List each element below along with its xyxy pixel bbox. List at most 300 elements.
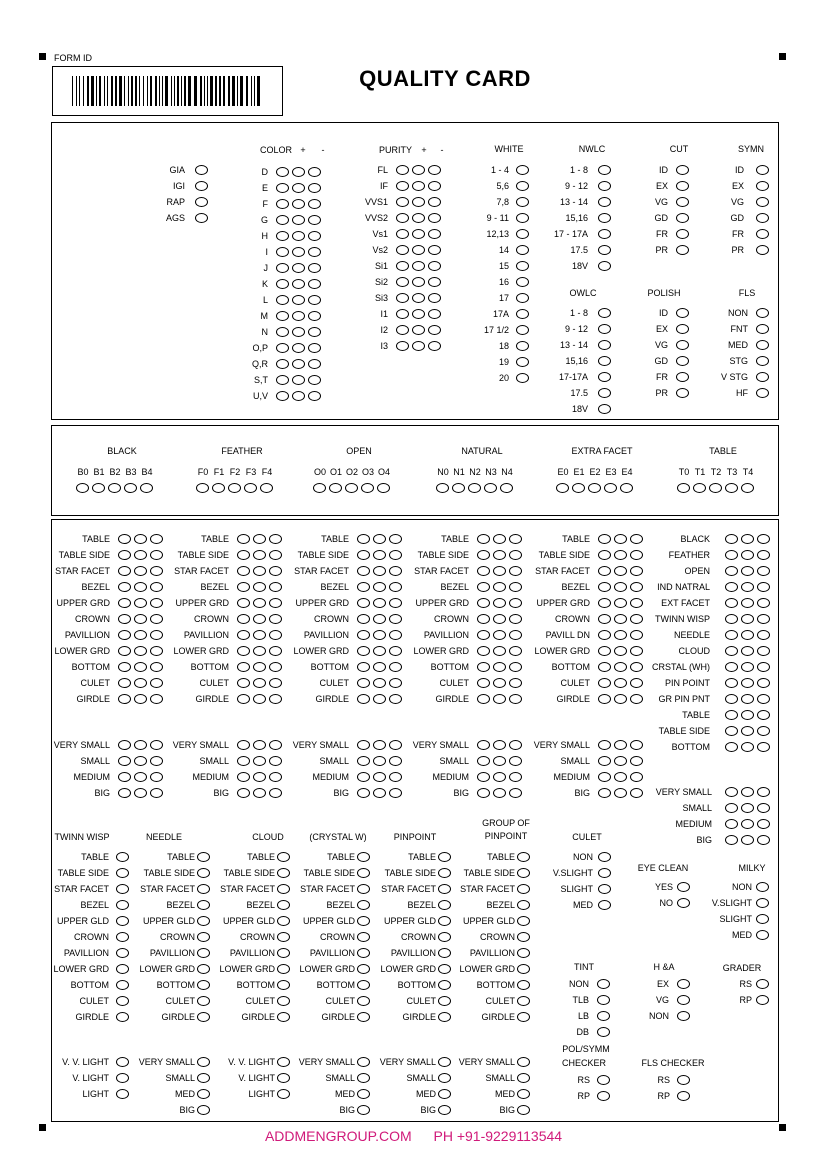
location-col4-label: STAR FACET: [300, 884, 355, 894]
barcode-bar: [181, 76, 182, 106]
barcode-bar: [139, 76, 140, 106]
white-label: 17A: [492, 309, 509, 319]
owlc-label: 13 - 14: [559, 340, 588, 350]
milky-v-slight-bubble[interactable]: [756, 898, 769, 908]
position-right-label: TABLE SIDE: [658, 726, 710, 736]
purity-label: Si2: [374, 277, 388, 287]
location-col6-label: LOWER GRD: [459, 964, 515, 974]
position-size-right-big-bubble[interactable]: [725, 835, 738, 845]
location-col5-label: UPPER GLD: [383, 916, 436, 926]
barcode-bar: [162, 76, 163, 106]
nwlc-label: 15,16: [565, 213, 588, 223]
location-size-col6-big-bubble[interactable]: [517, 1105, 530, 1115]
color-q-r-bubble[interactable]: [276, 359, 289, 369]
h-and-a-non-bubble[interactable]: [677, 1011, 690, 1021]
position-size-col5-medium-bubble[interactable]: [630, 772, 643, 782]
position-right-ext-facet-bubble[interactable]: [725, 598, 738, 608]
purity-si1-bubble[interactable]: [396, 261, 409, 271]
inclusion-code-e2-bubble[interactable]: [588, 483, 601, 493]
location-size-col6-very-small-bubble[interactable]: [517, 1057, 530, 1067]
location-col4-label: PAVILLION: [309, 948, 355, 958]
inclusion-code-t3-bubble[interactable]: [725, 483, 738, 493]
position-size-col3-label: BIG: [333, 788, 349, 798]
position-size-col4-medium-bubble[interactable]: [477, 772, 490, 782]
fls-hf-bubble[interactable]: [756, 388, 769, 398]
barcode-bar: [254, 76, 255, 106]
position-col2-label: TABLE SIDE: [177, 550, 229, 560]
color-q-r-bubble[interactable]: [292, 359, 305, 369]
barcode-bar: [104, 76, 105, 106]
inclusion-code-t2-bubble[interactable]: [709, 483, 722, 493]
inclusion-code-label: B1: [93, 467, 105, 477]
location-col3-label: UPPER GLD: [222, 916, 275, 926]
color-label: J: [263, 263, 268, 273]
inclusion-code-label: F3: [245, 467, 257, 477]
position-size-col4-big-bubble[interactable]: [477, 788, 490, 798]
position-right-feather-bubble[interactable]: [741, 550, 754, 560]
position-col4-label: UPPER GRD: [415, 598, 469, 608]
location-size-col1-label: V. LIGHT: [72, 1073, 109, 1083]
purity-vs2-bubble[interactable]: [396, 245, 409, 255]
position-col3-label: STAR FACET: [294, 566, 349, 576]
position-right-feather-bubble[interactable]: [757, 550, 770, 560]
inclusion-code-f4-bubble[interactable]: [260, 483, 273, 493]
color-label: E: [261, 183, 268, 193]
purity-title: PURITY: [379, 145, 413, 155]
footer-website: ADDMENGROUP.COM: [264, 1128, 412, 1144]
position-right-table-side-bubble[interactable]: [741, 726, 754, 736]
position-size-right-medium-bubble[interactable]: [741, 819, 754, 829]
milky-label: SLIGHT: [719, 914, 752, 924]
inclusion-code-n0-bubble[interactable]: [436, 483, 449, 493]
position-size-col5-label: VERY SMALL: [533, 740, 590, 750]
grader-label: RS: [739, 979, 752, 989]
inclusion-code-e1-bubble[interactable]: [572, 483, 585, 493]
barcode-bar: [240, 76, 243, 106]
position-col4-lower-grd-bubble[interactable]: [477, 646, 490, 656]
position-right-crstal-wh-bubble[interactable]: [741, 662, 754, 672]
position-col4-pavillion-bubble[interactable]: [477, 630, 490, 640]
position-size-col4-small-bubble[interactable]: [477, 756, 490, 766]
position-right-black-bubble[interactable]: [757, 534, 770, 544]
position-right-needle-bubble[interactable]: [757, 630, 770, 640]
polish-label: PR: [655, 388, 668, 398]
purity-plus-label: +: [421, 145, 427, 155]
inclusion-code-label: N3: [485, 467, 497, 477]
purity-label: I1: [380, 309, 388, 319]
position-size-col5-small-bubble[interactable]: [614, 756, 627, 766]
location-col3-label: CROWN: [240, 932, 275, 942]
position-col4-table-bubble[interactable]: [477, 534, 490, 544]
color-u-v-bubble[interactable]: [308, 391, 321, 401]
inclusion-code-b4-bubble[interactable]: [140, 483, 153, 493]
barcode-bar: [143, 76, 144, 106]
inclusion-code-label: F4: [261, 467, 273, 477]
white-label: 15: [498, 261, 509, 271]
grader-rs-bubble[interactable]: [756, 979, 769, 989]
position-right-open-bubble[interactable]: [725, 566, 738, 576]
location-col5-label: TABLE: [408, 852, 436, 862]
position-size-col2-label: BIG: [213, 788, 229, 798]
color-q-r-bubble[interactable]: [308, 359, 321, 369]
position-col4-bottom-bubble[interactable]: [477, 662, 490, 672]
inclusion-code-f3-bubble[interactable]: [244, 483, 257, 493]
position-col1-label: UPPER GRD: [56, 598, 110, 608]
inclusion-code-t0-bubble[interactable]: [677, 483, 690, 493]
culet-title: CULET: [572, 832, 602, 842]
pol-symm-checker-title: POL/SYMM: [562, 1044, 610, 1054]
position-col1-label: GIRDLE: [76, 694, 110, 704]
position-right-pin-point-bubble[interactable]: [725, 678, 738, 688]
position-size-right-very-small-bubble[interactable]: [757, 787, 770, 797]
fls-non-bubble[interactable]: [756, 308, 769, 318]
symn-label: GD: [730, 213, 744, 223]
position-col1-label: STAR FACET: [55, 566, 110, 576]
position-right-table-bubble[interactable]: [757, 710, 770, 720]
location-col6-label: TABLE SIDE: [463, 868, 515, 878]
grader-rp-bubble[interactable]: [756, 995, 769, 1005]
location-col2-label: BEZEL: [166, 900, 195, 910]
inclusion-code-b0-bubble[interactable]: [76, 483, 89, 493]
position-size-right-small-bubble[interactable]: [741, 803, 754, 813]
fls-fnt-bubble[interactable]: [756, 324, 769, 334]
tint-db-bubble[interactable]: [597, 1027, 610, 1037]
culet-non-bubble[interactable]: [598, 852, 611, 862]
barcode-bar: [194, 76, 197, 106]
purity-label: Vs1: [372, 229, 388, 239]
position-size-col5-small-bubble[interactable]: [630, 756, 643, 766]
inclusion-code-b3-bubble[interactable]: [124, 483, 137, 493]
location-col6-label: GIRDLE: [481, 1012, 515, 1022]
inclusion-code-label: B3: [125, 467, 137, 477]
position-right-gr-pin-pnt-bubble[interactable]: [725, 694, 738, 704]
symn-label: EX: [731, 181, 744, 191]
inclusion-code-label: O4: [377, 467, 390, 477]
location-size-col6-label: SMALL: [485, 1073, 515, 1083]
location-size-col3-label: V. LIGHT: [238, 1073, 275, 1083]
inclusion-code-o1-bubble[interactable]: [329, 483, 342, 493]
inclusion-code-n2-bubble[interactable]: [468, 483, 481, 493]
polish-title: POLISH: [647, 288, 681, 298]
purity-i2-bubble[interactable]: [396, 325, 409, 335]
fls-med-bubble[interactable]: [756, 340, 769, 350]
cut-title: CUT: [669, 144, 689, 154]
inclusion-code-t4-bubble[interactable]: [741, 483, 754, 493]
inclusion-code-label: N1: [453, 467, 465, 477]
position-col1-label: LOWER GRD: [54, 646, 110, 656]
inclusion-code-f2-bubble[interactable]: [228, 483, 241, 493]
position-right-twinn-wisp-bubble[interactable]: [725, 614, 738, 624]
position-col3-label: CULET: [319, 678, 349, 688]
color-label: U,V: [252, 391, 268, 401]
position-right-cloud-bubble[interactable]: [741, 646, 754, 656]
inclusion-code-e0-bubble[interactable]: [556, 483, 569, 493]
fls-stg-bubble[interactable]: [756, 356, 769, 366]
tint-label: DB: [576, 1027, 589, 1037]
position-right-table-bubble[interactable]: [741, 710, 754, 720]
location-col1-label: CROWN: [74, 932, 109, 942]
position-col4-table-side-bubble[interactable]: [477, 550, 490, 560]
inclusion-code-o2-bubble[interactable]: [345, 483, 358, 493]
position-col4-bezel-bubble[interactable]: [477, 582, 490, 592]
position-right-ind-natral-bubble[interactable]: [741, 582, 754, 592]
purity-i1-bubble[interactable]: [396, 309, 409, 319]
inclusion-code-label: O1: [329, 467, 342, 477]
white-label: 18: [498, 341, 509, 351]
position-right-gr-pin-pnt-bubble[interactable]: [741, 694, 754, 704]
purity-si3-bubble[interactable]: [396, 293, 409, 303]
position-right-ind-natral-bubble[interactable]: [725, 582, 738, 592]
location-size-col2-big-bubble[interactable]: [197, 1105, 210, 1115]
position-size-right-medium-bubble[interactable]: [757, 819, 770, 829]
position-col3-label: GIRDLE: [315, 694, 349, 704]
fls-checker-label: RP: [657, 1091, 670, 1101]
culet-v-slight-bubble[interactable]: [598, 868, 611, 878]
nwlc-title: NWLC: [578, 144, 606, 154]
location-col6-crown-bubble[interactable]: [517, 932, 530, 942]
position-size-right-very-small-bubble[interactable]: [725, 787, 738, 797]
position-col2-label: BEZEL: [200, 582, 229, 592]
fls-checker-rp-bubble[interactable]: [677, 1091, 690, 1101]
color-s-t-bubble[interactable]: [276, 375, 289, 385]
position-size-col5-medium-bubble[interactable]: [614, 772, 627, 782]
inclusion-code-f0-bubble[interactable]: [196, 483, 209, 493]
inclusion-code-b2-bubble[interactable]: [108, 483, 121, 493]
position-right-pin-point-bubble[interactable]: [741, 678, 754, 688]
fls-v-stg-bubble[interactable]: [756, 372, 769, 382]
position-col3-label: BEZEL: [320, 582, 349, 592]
symn-label: VG: [730, 197, 744, 207]
purity-vvs1-bubble[interactable]: [396, 197, 409, 207]
position-col4-crown-bubble[interactable]: [477, 614, 490, 624]
position-size-col1-label: MEDIUM: [73, 772, 110, 782]
position-right-pin-point-bubble[interactable]: [757, 678, 770, 688]
culet-label: NON: [573, 852, 593, 862]
position-right-ind-natral-bubble[interactable]: [757, 582, 770, 592]
purity-vvs2-bubble[interactable]: [396, 213, 409, 223]
inclusion-code-label: F1: [213, 467, 225, 477]
page-title: QUALITY CARD: [359, 66, 531, 91]
barcode-bar: [107, 76, 108, 106]
purity-i3-bubble[interactable]: [396, 341, 409, 351]
color-label: G: [260, 215, 268, 225]
position-right-feather-bubble[interactable]: [725, 550, 738, 560]
location-col5-label: GIRDLE: [402, 1012, 436, 1022]
location-col6-lower-grd-bubble[interactable]: [517, 964, 530, 974]
grader-label: RP: [739, 995, 752, 1005]
position-right-black-bubble[interactable]: [725, 534, 738, 544]
symn-ex-bubble[interactable]: [756, 181, 769, 191]
inclusion-code-label: O2: [345, 467, 358, 477]
purity-if-bubble[interactable]: [396, 181, 409, 191]
eye-clean-label: YES: [654, 882, 673, 892]
location-col3-label: BEZEL: [246, 900, 275, 910]
h-and-a-label: VG: [655, 995, 669, 1005]
position-size-right-very-small-bubble[interactable]: [741, 787, 754, 797]
inclusion-code-label: E4: [621, 467, 633, 477]
position-size-col2-label: SMALL: [199, 756, 229, 766]
barcode-bar: [99, 76, 101, 106]
footer-phone: PH +91-9229113544: [433, 1128, 563, 1144]
position-size-col5-big-bubble[interactable]: [598, 788, 611, 798]
position-size-right-small-bubble[interactable]: [725, 803, 738, 813]
inclusion-code-label: T3: [726, 467, 738, 477]
inclusion-code-label: E2: [589, 467, 601, 477]
position-right-crstal-wh-bubble[interactable]: [725, 662, 738, 672]
inclusion-code-e4-bubble[interactable]: [620, 483, 633, 493]
position-size-right-medium-bubble[interactable]: [725, 819, 738, 829]
position-col5-label: TABLE: [562, 534, 590, 544]
purity-label: Si3: [374, 293, 388, 303]
inclusion-code-b1-bubble[interactable]: [92, 483, 105, 493]
cut-label: ID: [659, 165, 668, 175]
white-label: 14: [498, 245, 509, 255]
position-col5-label: CROWN: [555, 614, 590, 624]
inclusion-code-o4-bubble[interactable]: [377, 483, 390, 493]
location-col2-label: PAVILLION: [149, 948, 195, 958]
white-label: 7,8: [496, 197, 509, 207]
inclusion-code-n1-bubble[interactable]: [452, 483, 465, 493]
location-col1-label: TABLE: [81, 852, 109, 862]
white-16-bubble[interactable]: [516, 277, 529, 287]
location-size-col2-label: SMALL: [165, 1073, 195, 1083]
position-size-col5-medium-bubble[interactable]: [598, 772, 611, 782]
position-right-open-bubble[interactable]: [757, 566, 770, 576]
location-col2-title: NEEDLE: [145, 832, 182, 842]
polish-label: FR: [656, 372, 668, 382]
white-label: 9 - 11: [486, 213, 509, 223]
barcode-bar: [135, 76, 137, 106]
position-size-col5-small-bubble[interactable]: [598, 756, 611, 766]
position-right-open-bubble[interactable]: [741, 566, 754, 576]
color-u-v-bubble[interactable]: [276, 391, 289, 401]
position-right-cloud-bubble[interactable]: [757, 646, 770, 656]
position-right-black-bubble[interactable]: [741, 534, 754, 544]
position-size-col4-label: BIG: [453, 788, 469, 798]
position-right-twinn-wisp-bubble[interactable]: [757, 614, 770, 624]
position-col4-upper-grd-bubble[interactable]: [477, 598, 490, 608]
position-col5-label: BEZEL: [561, 582, 590, 592]
location-col6-label: UPPER GLD: [462, 916, 515, 926]
inclusion-code-f1-bubble[interactable]: [212, 483, 225, 493]
location-col6-label: TABLE: [487, 852, 515, 862]
fls-checker-rs-bubble[interactable]: [677, 1075, 690, 1085]
location-size-col3-label: LIGHT: [248, 1089, 275, 1099]
symn-vg-bubble[interactable]: [756, 197, 769, 207]
symn-gd-bubble[interactable]: [756, 213, 769, 223]
position-col4-label: STAR FACET: [414, 566, 469, 576]
location-col6-pavillion-bubble[interactable]: [517, 948, 530, 958]
inclusion-code-e3-bubble[interactable]: [604, 483, 617, 493]
inclusion-type-black-title: BLACK: [107, 446, 137, 456]
color-label: H: [261, 231, 268, 241]
location-col6-label: CROWN: [480, 932, 515, 942]
location-col6-upper-gld-bubble[interactable]: [517, 916, 530, 926]
position-col4-culet-bubble[interactable]: [477, 678, 490, 688]
position-right-bottom-bubble[interactable]: [725, 742, 738, 752]
position-right-twinn-wisp-bubble[interactable]: [741, 614, 754, 624]
position-size-right-big-bubble[interactable]: [757, 835, 770, 845]
position-right-label: GR PIN PNT: [658, 694, 710, 704]
position-right-table-side-bubble[interactable]: [725, 726, 738, 736]
position-right-gr-pin-pnt-bubble[interactable]: [757, 694, 770, 704]
inclusion-code-n3-bubble[interactable]: [484, 483, 497, 493]
symn-id-bubble[interactable]: [756, 165, 769, 175]
tint-label: TLB: [572, 995, 589, 1005]
white-label: 17 1/2: [483, 325, 509, 335]
white-17-bubble[interactable]: [516, 293, 529, 303]
position-size-col4-very-small-bubble[interactable]: [477, 740, 490, 750]
barcode: [53, 67, 282, 115]
position-right-needle-bubble[interactable]: [741, 630, 754, 640]
fls-checker-title: FLS CHECKER: [641, 1058, 705, 1068]
position-right-table-bubble[interactable]: [725, 710, 738, 720]
position-right-bottom-bubble[interactable]: [757, 742, 770, 752]
barcode-bar: [79, 76, 80, 106]
position-size-right-label: SMALL: [682, 803, 712, 813]
purity-si2-bubble[interactable]: [396, 277, 409, 287]
nwlc-18v-bubble[interactable]: [598, 261, 611, 271]
milky-non-bubble[interactable]: [756, 882, 769, 892]
position-right-ext-facet-bubble[interactable]: [741, 598, 754, 608]
symn-pr-bubble[interactable]: [756, 245, 769, 255]
inclusion-code-o3-bubble[interactable]: [361, 483, 374, 493]
position-col3-label: PAVILLION: [303, 630, 349, 640]
position-right-ext-facet-bubble[interactable]: [757, 598, 770, 608]
position-right-crstal-wh-bubble[interactable]: [757, 662, 770, 672]
position-size-right-small-bubble[interactable]: [757, 803, 770, 813]
location-size-col4-label: VERY SMALL: [298, 1057, 355, 1067]
inclusion-code-label: F2: [229, 467, 241, 477]
location-col3-label: BOTTOM: [236, 980, 275, 990]
inclusion-code-t1-bubble[interactable]: [693, 483, 706, 493]
purity-vs1-bubble[interactable]: [396, 229, 409, 239]
inclusion-code-n4-bubble[interactable]: [500, 483, 513, 493]
location-col4-label: BEZEL: [326, 900, 355, 910]
position-col4-girdle-bubble[interactable]: [477, 694, 490, 704]
position-col4-star-facet-bubble[interactable]: [477, 566, 490, 576]
position-col1-label: PAVILLION: [64, 630, 110, 640]
inclusion-code-o0-bubble[interactable]: [313, 483, 326, 493]
location-col6-title2: PINPOINT: [484, 831, 528, 841]
position-right-table-side-bubble[interactable]: [757, 726, 770, 736]
color-u-v-bubble[interactable]: [292, 391, 305, 401]
position-size-col3-label: MEDIUM: [312, 772, 349, 782]
position-right-label: CLOUD: [678, 646, 710, 656]
purity-fl-bubble[interactable]: [396, 165, 409, 175]
barcode-bar: [174, 76, 175, 106]
purity-label: FL: [377, 165, 388, 175]
milky-med-bubble[interactable]: [756, 930, 769, 940]
owlc-18v-bubble[interactable]: [598, 404, 611, 414]
milky-slight-bubble[interactable]: [756, 914, 769, 924]
owlc-label: 9 - 12: [564, 324, 588, 334]
fls-label: MED: [728, 340, 748, 350]
position-size-right-big-bubble[interactable]: [741, 835, 754, 845]
position-right-bottom-bubble[interactable]: [741, 742, 754, 752]
location-col4-label: TABLE: [327, 852, 355, 862]
position-right-needle-bubble[interactable]: [725, 630, 738, 640]
location-col5-label: LOWER GRD: [380, 964, 436, 974]
location-size-col4-label: BIG: [339, 1105, 355, 1115]
owlc-label: 1 - 8: [569, 308, 588, 318]
color-s-t-bubble[interactable]: [292, 375, 305, 385]
symn-fr-bubble[interactable]: [756, 229, 769, 239]
owlc-label: 17.5: [570, 388, 588, 398]
barcode-bar: [177, 76, 179, 106]
position-right-cloud-bubble[interactable]: [725, 646, 738, 656]
color-s-t-bubble[interactable]: [308, 375, 321, 385]
